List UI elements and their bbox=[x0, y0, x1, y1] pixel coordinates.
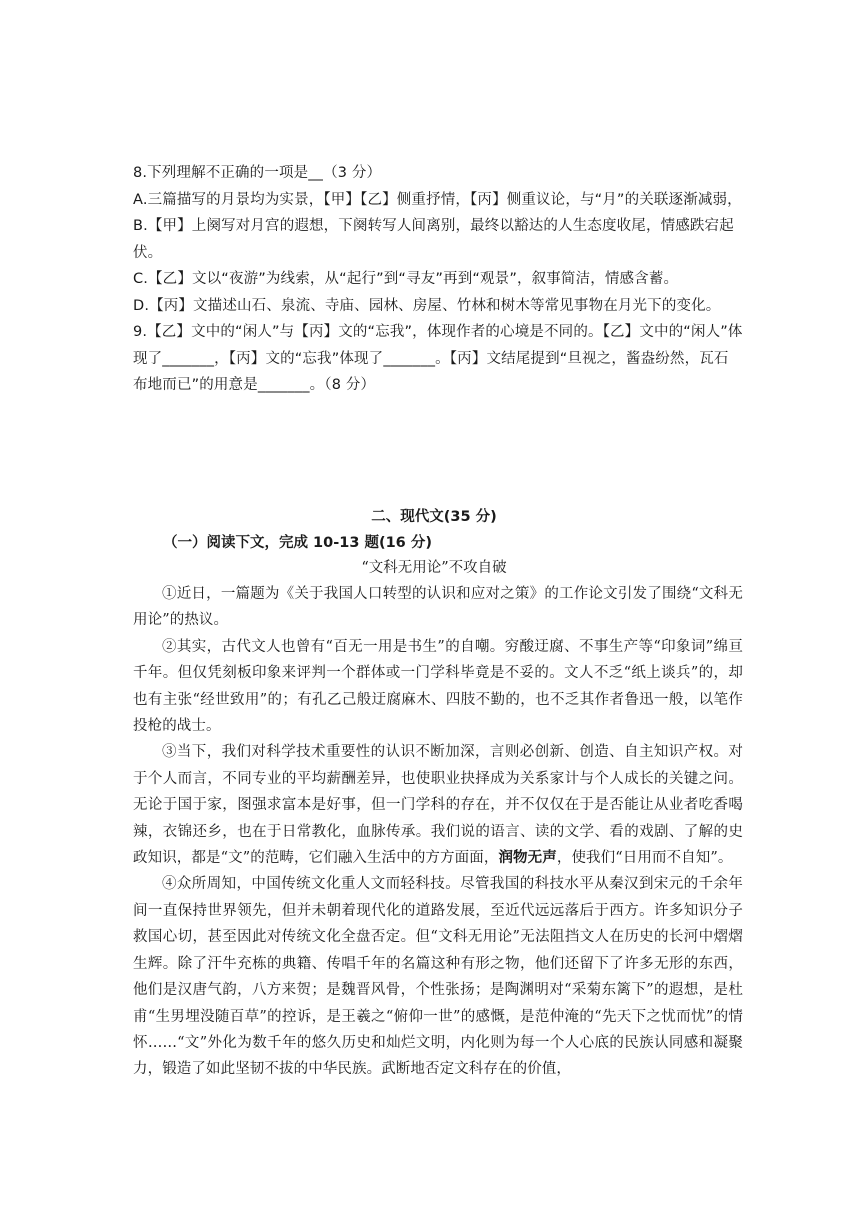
paragraph-3-text-b: ，使我们“日用而不自知”。 bbox=[556, 850, 733, 867]
question-8-stem: 8.下列理解不正确的一项是__（3 分） bbox=[133, 165, 382, 181]
paragraph-3-text-a: ③当下，我们对科学技术重要性的认识不断加深，言则必创新、创造、自主知识产权。对于个人而言，不同专业的平均薪酬差异，也使职业抉择成为关系家计与个人成长的关键之问。无论于国于家，图强求富本是好事，但一门学科的存在，并不仅仅在于是否能让从业者吃香喝辣，衣锦还乡，也在于日常教化，血脉传承。我们说的语言、读的文学、看的戏剧、了解的史政知识，都是“文”的范畴，它们融入生活中的方方面面， bbox=[133, 744, 743, 867]
section-subtitle: （一）阅读下文，完成 10-13 题(16 分) bbox=[163, 535, 432, 551]
question-8-option-c: C.【乙】文以“夜游”为线索，从“起行”到“寻友”再到“观景”，叙事简洁，情感含蓄。 bbox=[133, 271, 679, 287]
question-8-option-a: A.三篇描写的月景均为实景，【甲】【乙】侧重抒情，【丙】侧重议论，与“月”的关联逐渐减弱， bbox=[133, 191, 742, 208]
article-paragraph-3 bbox=[133, 739, 743, 871]
article-title: “文科无用论”不攻自破 bbox=[361, 560, 507, 576]
question-8-option-d: D.【丙】文描述山石、泉流、寺庙、园林、房屋、竹林和树木等常见事物在月光下的变化。 bbox=[133, 297, 721, 314]
question-8 bbox=[133, 160, 743, 399]
paragraph-3-bold-phrase: 润物无声 bbox=[498, 849, 557, 867]
article-paragraph-1: ①近日，一篇题为《关于我国人口转型的认识和应对之策》的工作论文引发了围绕“文科无用论”的热议。 bbox=[133, 586, 743, 629]
article-paragraph-2: ②其实，古代文人也曾有“百无一用是书生”的自嘲。穷酸迂腐、不事生产等“印象词”绵亘千年。但仅凭刻板印象来评判一个群体或一门学科毕竟是不妥的。文人不乏“纸上谈兵”的，却也有主张“经世致用”的；有孔乙己般迂腐麻木、四肢不勤的，也不乏其作者鲁迅一般，以笔作投枪的战士。 bbox=[133, 638, 743, 735]
section-title: 二、现代文(35 分) bbox=[371, 509, 497, 525]
question-9: 9.【乙】文中的“闲人”与【丙】文的“忘我”，体现作者的心境是不同的。【乙】文中的“闲人”体现了_______，【丙】文的“忘我”体现了_______。【丙】文结尾提到“旦视之，酱盎纷然，瓦石布地而已”的用意是_______。（8 分） bbox=[133, 324, 743, 393]
article-paragraph-4: ④众所周知，中国传统文化重人文而轻科技。尽管我国的科技水平从秦汉到宋元的千余年间一直保持世界领先，但并未朝着现代化的道路发展，至近代远远落后于西方。许多知识分子救国心切，甚至因此对传统文化全盘否定。但“文科无用论”无法阻挡文人在历史的长河中熠熠生辉。除了汗牛充栋的典籍、传唱千年的名篇这种有形之物，他们还留下了许多无形的东西，他们是汉唐气韵，八方来贺；是魏晋风骨，个性张扬；是陶渊明对“采菊东篱下”的遐想，是杜甫“生男埋没随百草”的控诉，是王羲之“俯仰一世”的感慨，是范仲淹的“先天下之忧而忧”的情怀……“文”外化为数千年的悠久历史和灿烂文明，内化则为每一个人心底的民族认同感和凝聚力，锻造了如此坚韧不拔的中华民族。武断地否定文科存在的价值， bbox=[133, 876, 743, 1078]
question-8-option-b: B.【甲】上阕写对月宫的遐想，下阕转写人间离别，最终以豁达的人生态度收尾，情感跌宕起伏。 bbox=[133, 218, 734, 261]
article-body bbox=[133, 581, 743, 1083]
